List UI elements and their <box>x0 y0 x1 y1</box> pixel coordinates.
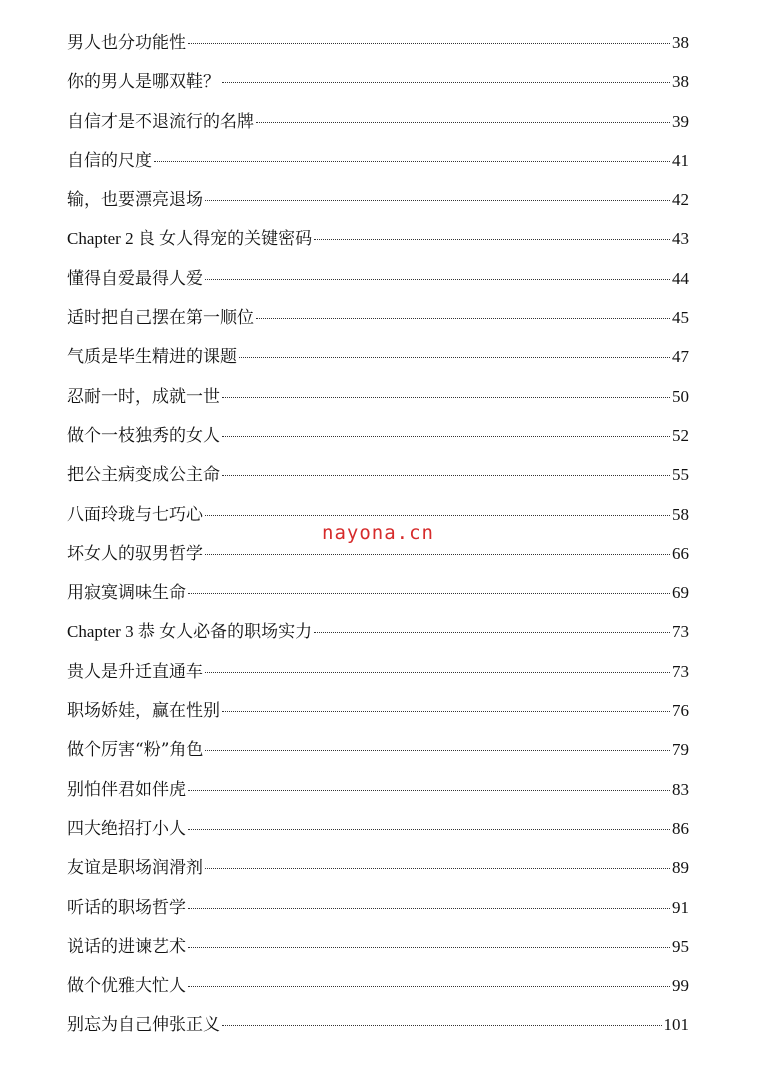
toc-entry-page: 41 <box>672 150 689 170</box>
toc-entry[interactable] <box>67 778 689 817</box>
dot-leader <box>222 475 670 476</box>
toc-entry-title: 八面玲珑与七巧心 <box>67 504 203 525</box>
toc-entry-title: 贵人是升迁直通车 <box>67 661 203 682</box>
toc-entry-page: 95 <box>672 936 689 956</box>
dot-leader <box>222 82 670 83</box>
dot-leader <box>188 908 670 909</box>
toc-entry-title: 别忘为自己伸张正义 <box>67 1015 220 1036</box>
toc-entry[interactable] <box>67 542 689 581</box>
dot-leader <box>205 868 670 869</box>
toc-entry[interactable] <box>67 1013 689 1052</box>
toc-entry-title: 忍耐一时，成就一世 <box>67 386 220 407</box>
toc-entry[interactable] <box>67 31 689 70</box>
toc-entry[interactable] <box>67 306 689 345</box>
toc-entry-title: 用寂寞调味生命 <box>67 583 186 604</box>
toc-entry-page: 50 <box>672 386 689 406</box>
toc-entry-title: 别怕伴君如伴虎 <box>67 779 186 800</box>
toc-entry[interactable] <box>67 856 689 895</box>
toc-entry-page: 86 <box>672 818 689 838</box>
dot-leader <box>222 711 670 712</box>
dot-leader <box>205 672 670 673</box>
toc-entry-page: 79 <box>672 740 689 760</box>
dot-leader <box>205 750 670 751</box>
toc-entry-page: 83 <box>672 779 689 799</box>
dot-leader <box>205 200 670 201</box>
dot-leader <box>154 161 670 162</box>
dot-leader <box>205 554 670 555</box>
toc-entry[interactable] <box>67 188 689 227</box>
watermark-text: nayona.cn <box>322 522 434 544</box>
toc-entry-page: 43 <box>672 229 689 249</box>
toc-entry[interactable] <box>67 660 689 699</box>
toc-entry-page: 89 <box>672 858 689 878</box>
toc-entry-title: 你的男人是哪双鞋？ <box>67 72 220 93</box>
toc-entry-title: 气质是毕生精进的课题 <box>67 347 237 368</box>
dot-leader <box>188 790 670 791</box>
toc-entry-title: 友谊是职场润滑剂 <box>67 858 203 879</box>
dot-leader <box>314 239 670 240</box>
toc-entry-title: 做个一枝独秀的女人 <box>67 425 220 446</box>
toc-entry-page: 47 <box>672 347 689 367</box>
toc-entry-title: 说话的进谏艺术 <box>67 936 186 957</box>
dot-leader <box>256 122 670 123</box>
toc-entry-title: 自信才是不退流行的名牌 <box>67 111 254 132</box>
toc-entry[interactable] <box>67 424 689 463</box>
toc-entry[interactable] <box>67 581 689 620</box>
toc-entry-title: 男人也分功能性 <box>67 33 186 53</box>
dot-leader <box>188 593 670 594</box>
toc-entry-title: 把公主病变成公主命 <box>67 465 220 486</box>
toc-entry[interactable] <box>67 699 689 738</box>
toc-entry[interactable] <box>67 149 689 188</box>
toc-entry[interactable] <box>67 385 689 424</box>
dot-leader <box>256 318 670 319</box>
toc-entry-page: 99 <box>672 976 689 996</box>
toc-entry-page: 69 <box>672 583 689 603</box>
toc-entry-page: 39 <box>672 111 689 131</box>
toc-entry[interactable] <box>67 896 689 935</box>
dot-leader <box>239 357 670 358</box>
dot-leader <box>222 436 670 437</box>
dot-leader <box>188 947 670 948</box>
toc-entry[interactable] <box>67 738 689 777</box>
toc-entry-page: 55 <box>672 465 689 485</box>
toc-entry-page: 38 <box>672 33 689 52</box>
toc-entry-title: 输，也要漂亮退场 <box>67 190 203 211</box>
toc-entry-title: 听话的职场哲学 <box>67 897 186 918</box>
dot-leader <box>188 829 670 830</box>
toc-entry-title: 做个优雅大忙人 <box>67 976 186 997</box>
toc-entry[interactable] <box>67 267 689 306</box>
dot-leader <box>188 986 670 987</box>
toc-entry-title: 适时把自己摆在第一顺位 <box>67 308 254 329</box>
toc-entry-title: 坏女人的驭男哲学 <box>67 543 203 564</box>
dot-leader <box>222 1025 662 1026</box>
toc-entry-page: 38 <box>672 72 689 92</box>
toc-entry[interactable] <box>67 70 689 109</box>
toc-chapter-title: Chapter 2 良 女人得宠的关键密码 <box>67 229 313 249</box>
toc-entry-page: 73 <box>672 622 689 642</box>
toc-entry-page: 52 <box>672 425 689 445</box>
toc-entry[interactable] <box>67 935 689 974</box>
toc-entry-page: 44 <box>672 268 689 288</box>
toc-entry-title: 职场娇娃，赢在性别 <box>67 701 220 722</box>
toc-entry[interactable] <box>67 345 689 384</box>
toc-entry[interactable] <box>67 463 689 502</box>
toc-entry-page: 73 <box>672 661 689 681</box>
toc-entry[interactable] <box>67 110 689 149</box>
toc-chapter-title: Chapter 3 恭 女人必备的职场实力 <box>67 622 313 642</box>
toc-entry-page: 66 <box>672 543 689 563</box>
toc-entry-page: 91 <box>672 897 689 917</box>
dot-leader <box>205 279 670 280</box>
toc-entry-page: 76 <box>672 701 689 721</box>
toc-entry[interactable] <box>67 817 689 856</box>
dot-leader <box>314 632 670 633</box>
toc-chapter-entry[interactable] <box>67 620 689 659</box>
dot-leader <box>222 397 670 398</box>
toc-chapter-entry[interactable] <box>67 227 689 266</box>
toc-entry-title: 自信的尺度 <box>67 150 152 171</box>
toc-entry-title: 四大绝招打小人 <box>67 818 186 839</box>
toc-entry-page: 42 <box>672 190 689 210</box>
toc-entry[interactable] <box>67 974 689 1013</box>
toc-entry-page: 45 <box>672 308 689 328</box>
toc-entry-title: 懂得自爱最得人爱 <box>67 268 203 289</box>
dot-leader <box>188 43 670 44</box>
toc-entry-page: 101 <box>663 1015 689 1035</box>
toc-entry-page: 58 <box>672 504 689 524</box>
toc-entry-title: 做个厉害“粉”角色 <box>67 740 204 761</box>
dot-leader <box>205 515 670 516</box>
